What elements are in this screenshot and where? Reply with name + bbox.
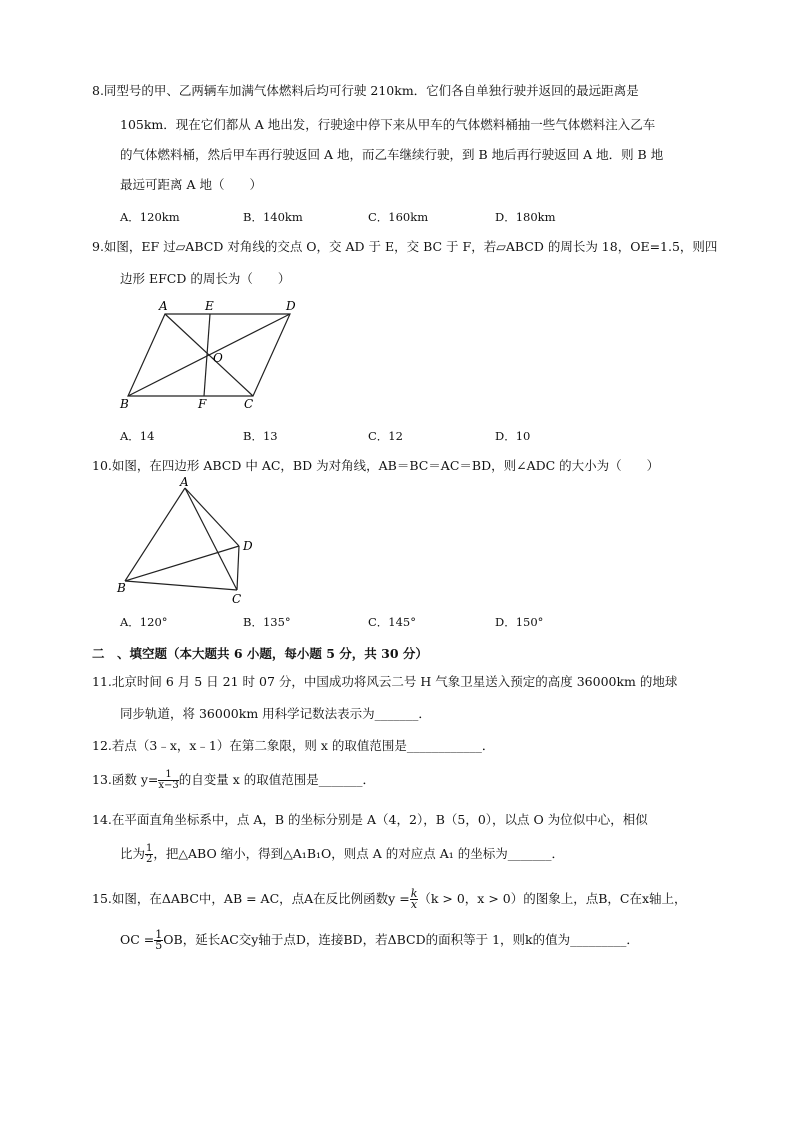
- label-b: B: [120, 397, 129, 411]
- segment-dc: [237, 546, 239, 590]
- label-e: E: [205, 299, 214, 313]
- q8-option-b: B．140km: [243, 210, 303, 224]
- label-a: A: [180, 476, 189, 489]
- label-b: B: [117, 581, 126, 595]
- q14-suffix: ，把△ABO 缩小，得到△A₁B₁O，则点 A 的对应点 A₁ 的坐标为_______．: [153, 846, 564, 861]
- q10-line-1: 10.如图，在四边形 ABCD 中 AC，BD 为对角线，AB＝BC＝AC＝BD，则∠ADC 的大小为（ ）: [92, 458, 660, 473]
- q14-prefix: 比为: [120, 846, 146, 861]
- q15-prefix: 15.如图，在ΔABC中，AB = AC，点A在反比例函数y =: [92, 891, 410, 906]
- q13-denominator: x−3: [158, 780, 179, 791]
- label-c: C: [244, 397, 254, 411]
- q8-line-4: 最远可距离 A 地（ ）: [120, 177, 262, 192]
- q15-middle: （k > 0，x > 0）的图象上，点B，C在x轴上，: [418, 891, 687, 906]
- segment-ad: [185, 488, 239, 546]
- q14-numerator: 1: [146, 843, 153, 854]
- q10-option-d: D．150°: [495, 615, 544, 629]
- q14-line-1: 14.在平面直角坐标系中，点 A，B 的坐标分别是 A（4，2），B（5，0），以点 O 为位似中心，相似: [92, 812, 648, 827]
- q13-prefix: 13.函数 y=: [92, 772, 159, 787]
- segment-ac: [185, 488, 237, 590]
- segment-bc: [125, 581, 237, 590]
- segment-ab: [125, 488, 185, 581]
- q11-line-2: 同步轨道，将 36000km 用科学记数法表示为_______．: [120, 706, 431, 721]
- q15-line-1: [92, 889, 687, 910]
- q8-line-2: 105km．现在它们都从 A 地出发，行驶途中停下来从甲车的气体燃料桶抽一些气体燃料注入乙车: [120, 117, 656, 132]
- label-o: O: [213, 351, 223, 365]
- q8-option-d: D．180km: [495, 210, 556, 224]
- label-a: A: [159, 299, 168, 313]
- q15-k-denominator: x: [410, 898, 418, 911]
- q13-fraction: [158, 770, 178, 791]
- q12-line-1: 12.若点（3﹣x，x﹣1）在第二象限，则 x 的取值范围是____________．: [92, 738, 495, 753]
- q9-option-a: A．14: [120, 429, 155, 443]
- q15-line2-suffix: OB，延长AC交y轴于点D，连接BD，若ΔBCD的面积等于 1，则k的值为_________．: [163, 932, 639, 947]
- q9-line-1: 9.如图，EF 过▱ABCD 对角线的交点 O，交 AD 于 E，交 BC 于 F，若▱ABCD 的周长为 18，OE=1.5，则四: [92, 239, 718, 254]
- q14-line-2: [120, 844, 564, 865]
- label-d: D: [243, 539, 253, 553]
- q11-line-1: 11.北京时间 6 月 5 日 21 时 07 分，中国成功将风云二号 H 气象卫星送入预定的高度 36000km 的地球: [92, 674, 678, 689]
- q10-option-c: C．145°: [368, 615, 416, 629]
- label-d: D: [286, 299, 296, 313]
- q9-line-2: 边形 EFCD 的周长为（ ）: [120, 271, 291, 286]
- q9-option-c: C．12: [368, 429, 403, 443]
- q8-option-c: C．160km: [368, 210, 429, 224]
- q15-oc-denominator: 5: [155, 939, 163, 952]
- q15-line2-prefix: OC =: [120, 932, 155, 947]
- q10-option-a: A．120°: [120, 615, 168, 629]
- q8-option-a: A．120km: [120, 210, 180, 224]
- q15-oc-fraction: [154, 930, 163, 951]
- q10-quadrilateral-figure: [110, 476, 270, 606]
- q9-option-b: B．13: [243, 429, 278, 443]
- q10-option-b: B．135°: [243, 615, 291, 629]
- segment-bd: [125, 546, 239, 581]
- section-2-heading: 二 、填空题（本大题共 6 小题，每小题 5 分，共 30 分）: [92, 646, 428, 661]
- q8-line-1: 8.同型号的甲、乙两辆车加满气体燃料后均可行驶 210km．它们各自单独行驶并返回的最远距离是: [92, 83, 639, 98]
- q15-line-2: [120, 930, 639, 951]
- q14-denominator: 2: [146, 854, 153, 865]
- q9-option-d: D．10: [495, 429, 531, 443]
- q15-k-numerator: k: [410, 887, 418, 900]
- label-f: F: [198, 397, 207, 411]
- label-c: C: [232, 592, 242, 606]
- q13-numerator: 1: [158, 770, 178, 781]
- q8-line-3: 的气体燃料桶，然后甲车再行驶返回 A 地，而乙车继续行驶，到 B 地后再行驶返回 A 地．则 B 地: [120, 147, 664, 162]
- q9-parallelogram-figure: [110, 296, 310, 414]
- q15-oc-numerator: 1: [155, 928, 163, 941]
- q13-line-1: [92, 770, 375, 791]
- q13-suffix: 的自变量 x 的取值范围是_______．: [178, 772, 376, 787]
